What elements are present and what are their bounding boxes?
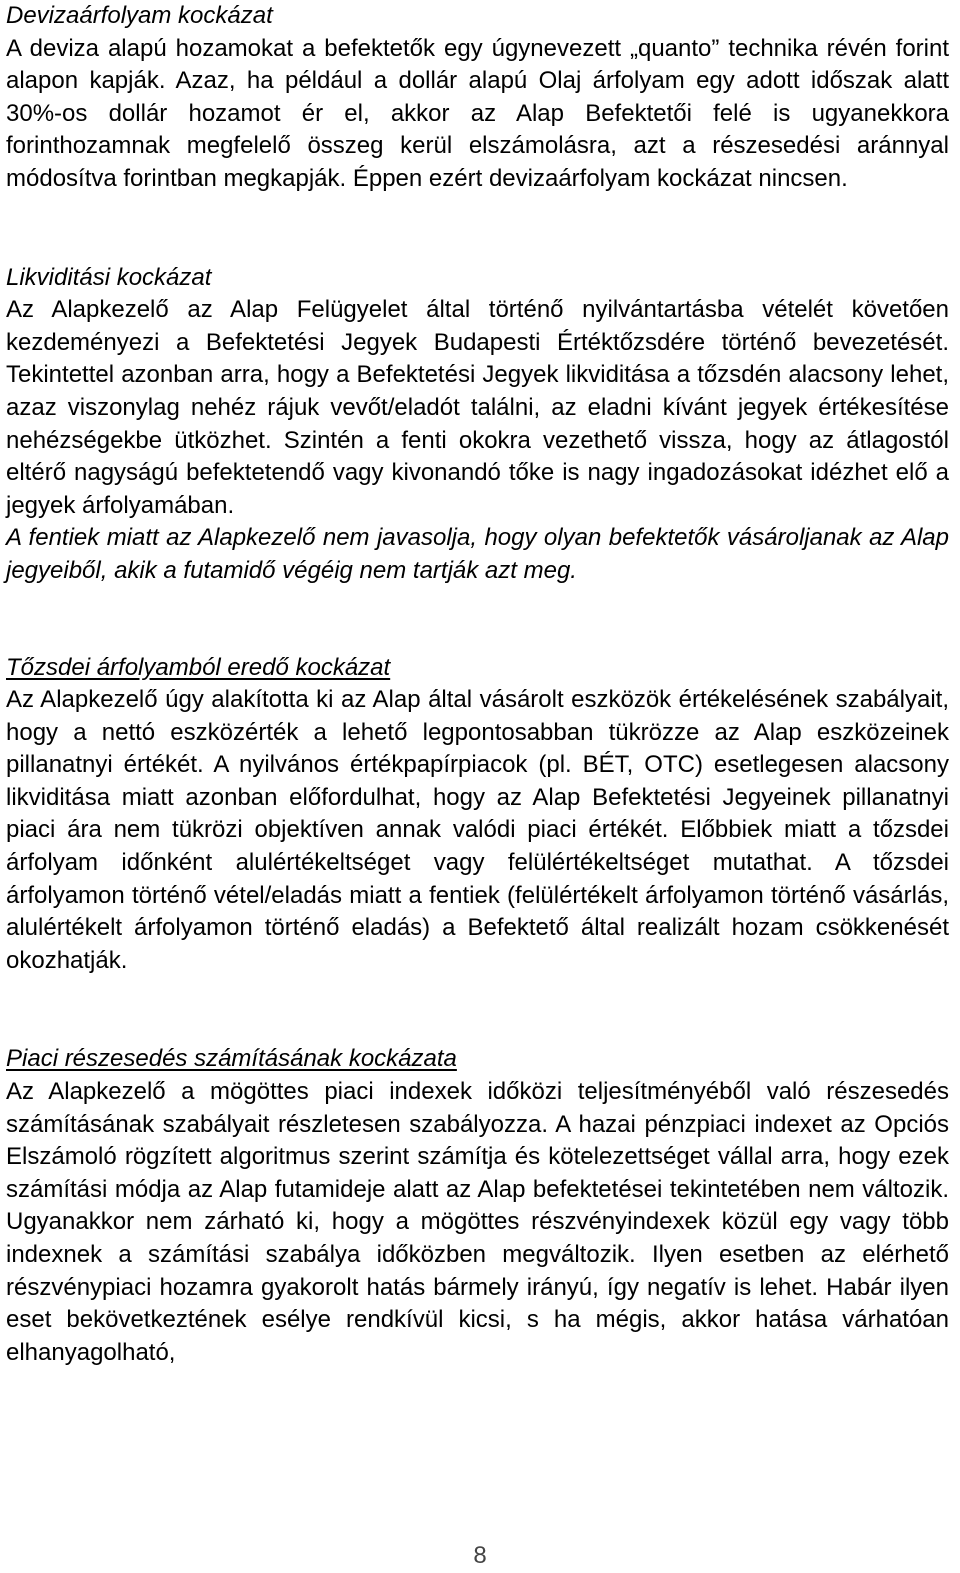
italic-note: A fentiek miatt az Alapkezelő nem javasolja, hogy olyan befektetők vásároljanak az Alap jegyeiből, akik a futamidő végéig nem tartják azt meg. [6, 524, 949, 584]
section-currency-risk [6, 0, 949, 196]
section-paragraph: Az Alapkezelő a mögöttes piaci indexek időközi teljesítményéből való részesedés számításának szabályait részletesen szabályozza. A hazai pénzpiaci indexet az Opciós Elszámoló rögzített algoritmus szerint számítja és kötelezettséget vállal arra, hogy ezek számítási módja az Alap futamideje alatt az Alap befektetései tekintetében nem változik. Ugyanakkor nem zárható ki, hogy a mögöttes részvényindexek közül egy vagy több indexnek a számítási szabálya időközben megváltozik. Ilyen esetben az elérhető részvénypiaci hozamra gyakorolt hatás bármely irányú, így negatív is lehet. Habár ilyen eset bekövetkeztének esélye rendkívül kicsi, s ha mégis, akkor hatása várhatóan elhanyagolható, [6, 1078, 949, 1366]
section-heading: Tőzsdei árfolyamból eredő kockázat [6, 653, 391, 681]
section-heading: Piaci részesedés számításának kockázata [6, 1045, 457, 1073]
section-paragraph: A deviza alapú hozamokat a befektetők egy úgynevezett „quanto” technika révén forint alapon kapják. Azaz, ha például a dollár alapú Olaj árfolyam egy adott időszak alatt 30%-os dollár hozamot ér el, akkor az Alap Befektetői felé is ugyanekkora forinthozamnak megfelelő összeg kerül elszámolásra, azt a részesedési aránnyal módosítva forintban megkapják. Éppen ezért devizaárfolyam kockázat nincsen. [6, 34, 949, 192]
section-paragraph: Az Alapkezelő úgy alakította ki az Alap által vásárolt eszközök értékelésének szabályait, hogy a nettó eszközérték a lehető legpontosabban tükrözze az Alap eszközeinek pillanatnyi értékét. A nyilvános értékpapírpiacok (pl. BÉT, OTC) esetlegesen alacsony likviditása miatt azonban előfordulhat, hogy az Alap Befektetési Jegyeinek pillanatnyi piaci ára nem tükrözi objektíven annak valódi piaci értékét. Előbbiek miatt a tőzsdei árfolyam időnként alulértékeltséget vagy felülértékeltséget mutathat. A tőzsdei árfolyamon történő vétel/eladás miatt a fentiek (felülértékelt árfolyamon történő vásárlás, alulértékelt árfolyamon történő eladás) a Befektető által realizált hozam csökkenését okozhatják. [6, 686, 949, 974]
document-page [6, 0, 949, 1369]
section-market-share-risk [6, 1043, 949, 1369]
section-exchange-price-risk [6, 652, 949, 978]
page-number: 8 [473, 1542, 487, 1569]
section-heading: Likviditási kockázat [6, 263, 212, 291]
section-liquidity-risk [6, 262, 949, 588]
section-paragraph: Az Alapkezelő az Alap Felügyelet által történő nyilvántartásba vételét követően kezdeményezi a Befektetési Jegyek Budapesti Értéktőzsdére történő bevezetését. Tekintettel azonban arra, hogy a Befektetési Jegyek likviditása a tőzsdén alacsony lehet, azaz viszonylag nehéz rájuk vevőt/eladót találni, az eladni kívánt jegyek értékesítése nehézségekbe ütközhet. Szintén a fenti okokra vezethető vissza, hogy az átlagostól eltérő nagyságú befektetendő vagy kivonandó tőke is nagy ingadozásokat idézhet elő a jegyek árfolyamában. [6, 296, 949, 519]
section-heading: Devizaárfolyam kockázat [6, 2, 273, 29]
